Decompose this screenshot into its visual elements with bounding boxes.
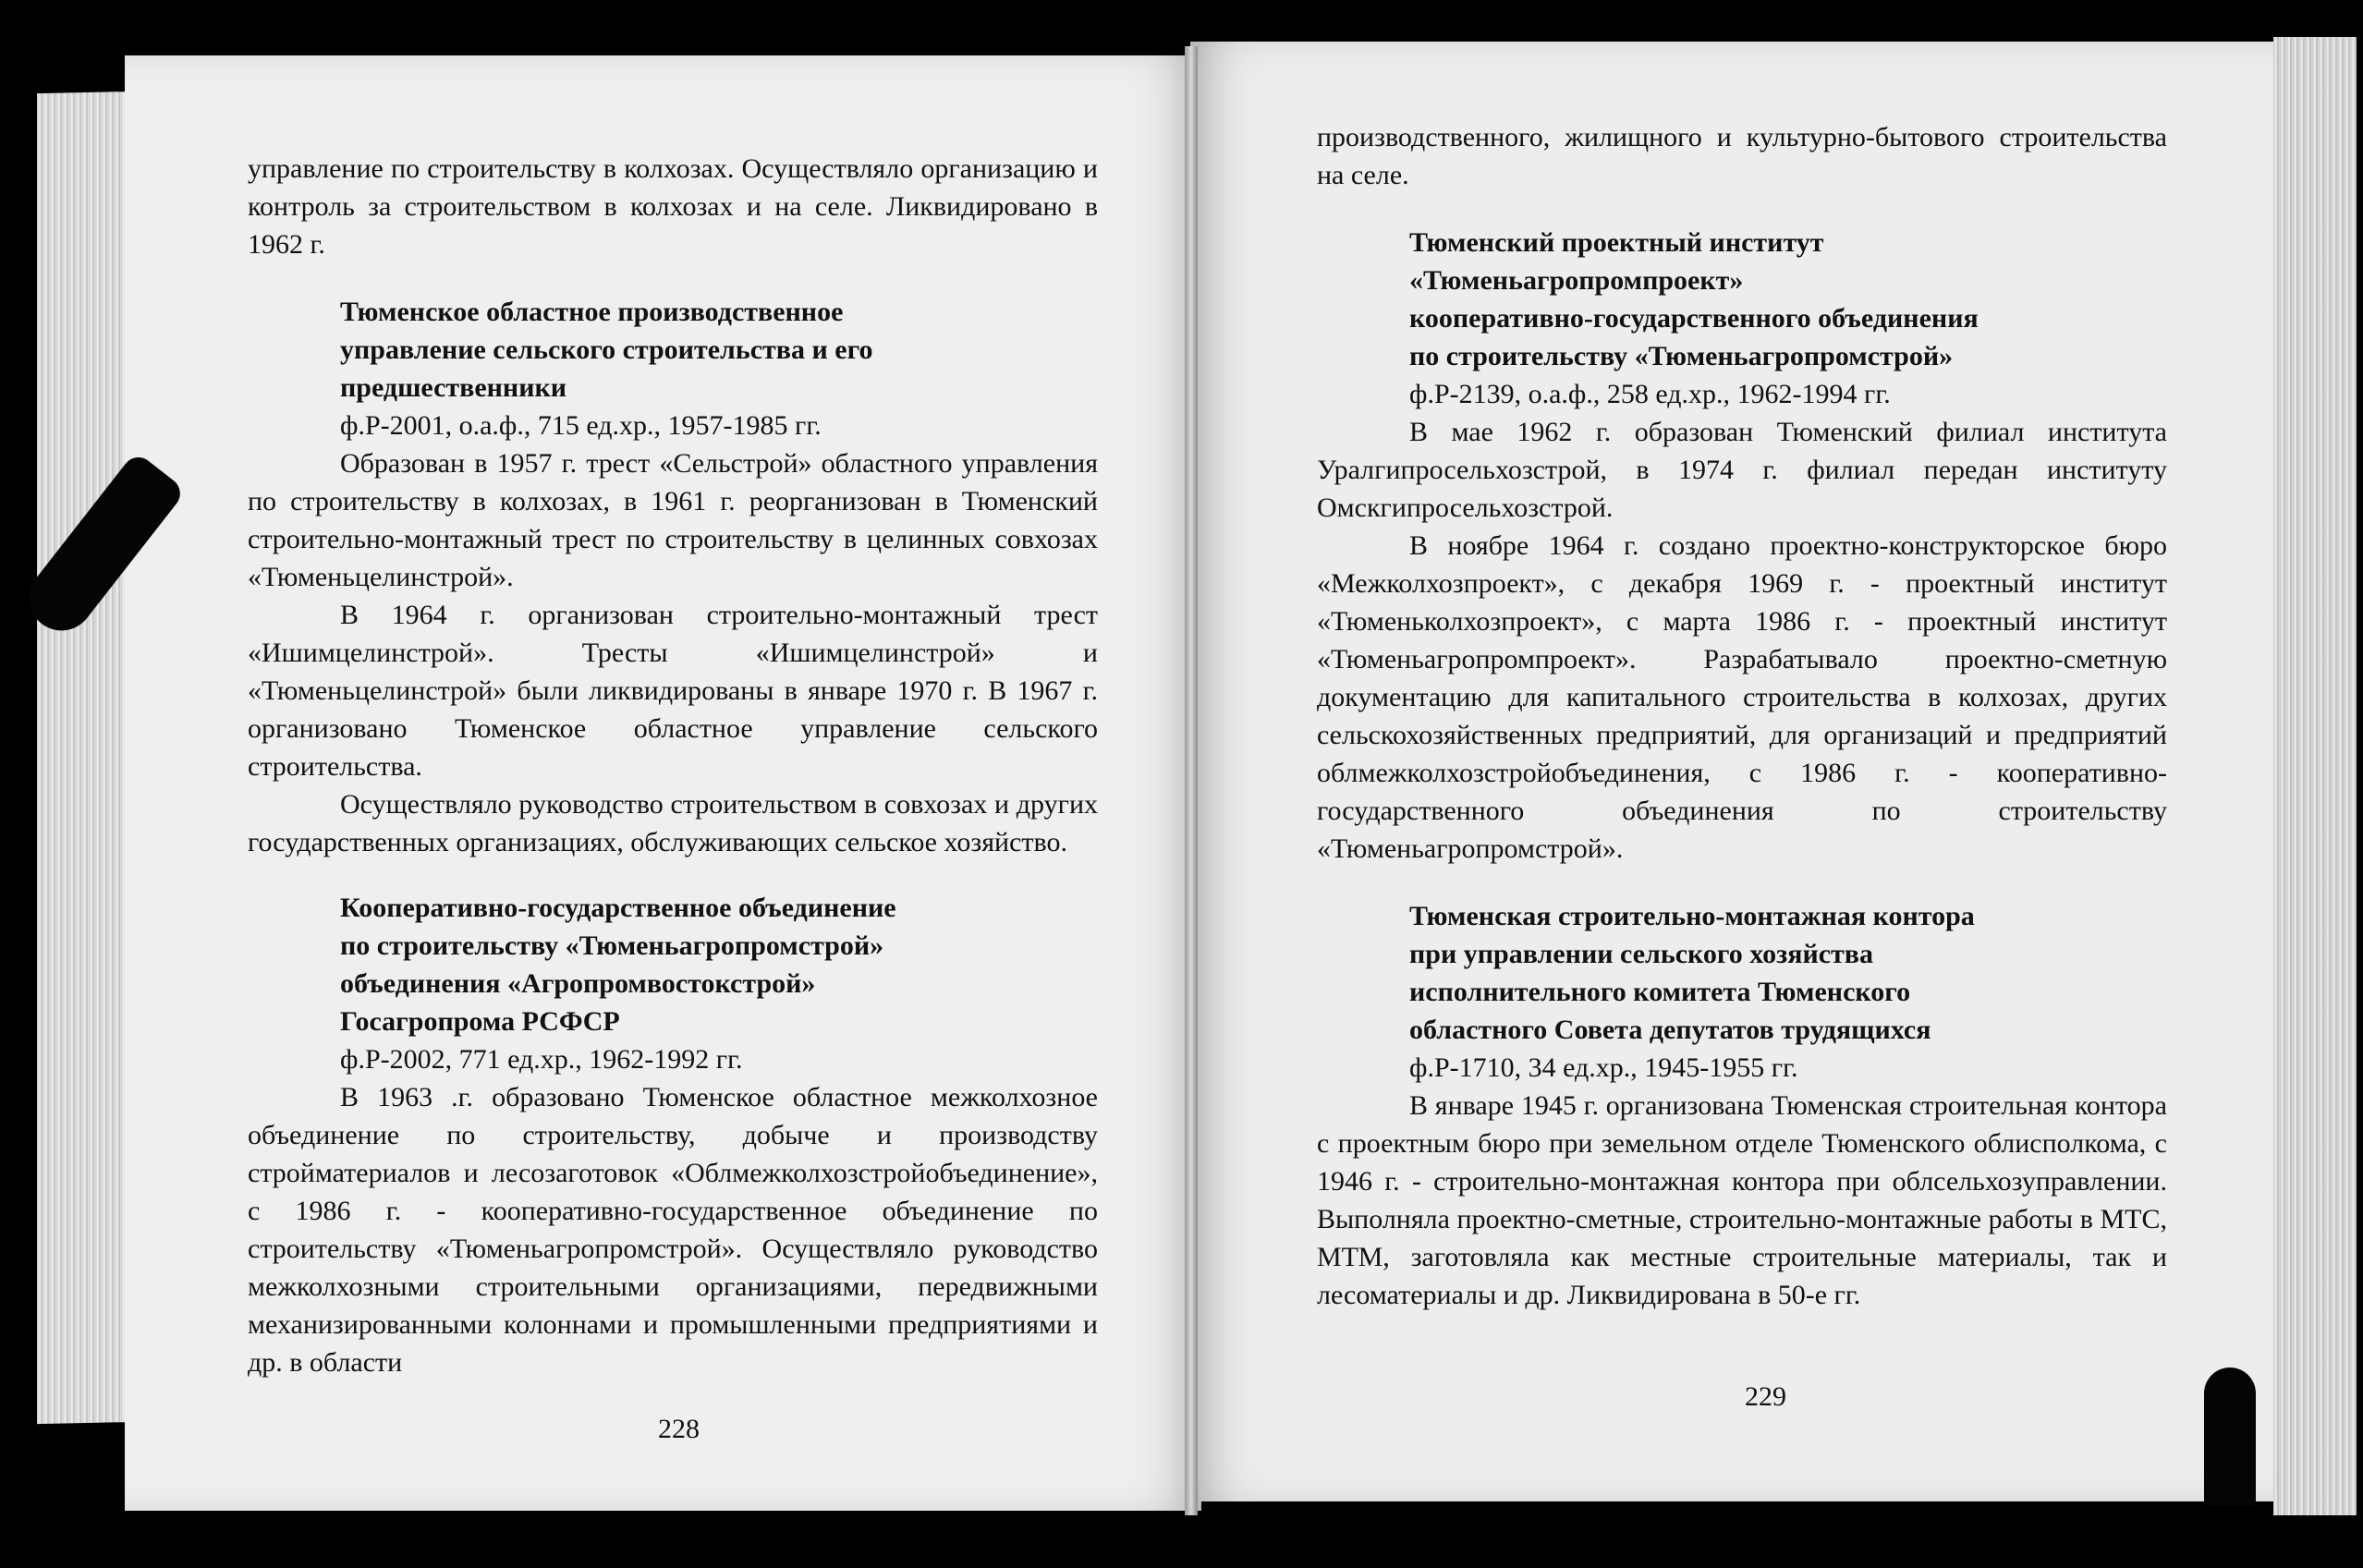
bookmark-ribbon-right [2204,1367,2256,1506]
left-section1-para-1: Образован в 1957 г. трест «Сельстрой» областного управления по строительству в колхозах, в 1961 г. реорганизован в Тюменский строительно-монтажный трест по строительству в целинных совхозах «Тюменьцелинстрой». [248,448,1098,592]
left-section1-heading-2: управление сельского строительства и его [340,334,873,365]
left-section2-heading-3: объединения «Агропромвостокстрой» [340,968,816,999]
left-page-number: 228 [658,1414,700,1444]
book-gutter [1185,46,1198,1515]
right-section2-heading-4: областного Совета депутатов трудящихся [1409,1015,1931,1045]
right-section1-heading-3: кооперативно-государственного объединения [1409,303,1979,334]
left-section1-para-2: В 1964 г. организован строительно-монтажный трест «Ишимцелинстрой». Тресты «Ишимцелинстрой» и «Тюменьцелинстрой» были ликвидированы в январе 1970 г. В 1967 г. организовано Тюменское областное управление сельского строительства. [248,600,1098,782]
right-page-number: 229 [1745,1381,1786,1412]
left-section2-heading-4: Госагропрома РСФСР [340,1006,620,1037]
right-section2-para: В январе 1945 г. организована Тюменская строительная контора с проектным бюро при земельном отделе Тюменского облисполкома, с 1946 г. - строительно-монтажная контора при облсельхозуправлении. Выполняла проектно-сметные, строительно-монтажные работы в МТС, МТМ, заготовляла как местные строительные материалы, так и лесоматериалы и др. Ликвидирована в 50-е гг. [1317,1090,2167,1310]
left-section1-heading-1: Тюменское областное производственное [340,297,844,327]
left-intro: управление по строительству в колхозах. Осуществляло организацию и контроль за строительством в колхозах и на селе. Ликвидировано в 1962 г. [248,153,1098,260]
left-section1-para-3: Осуществляло руководство строительством в совхозах и других государственных организациях, обслуживающих сельское хозяйство. [248,789,1098,857]
left-section2-heading-2: по строительству «Тюменьагропромстрой» [340,930,884,961]
right-section1-ref: ф.Р-2139, о.а.ф., 258 ед.хр., 1962-1994 гг. [1409,379,1891,409]
right-page-edges [2273,37,2357,1515]
left-section2-heading-1: Кооперативно-государственное объединение [340,893,896,923]
left-page-edges [37,91,139,1424]
right-section1-heading-2: «Тюменьагропромпроект» [1409,265,1744,296]
left-section2-ref: ф.Р-2002, 771 ед.хр., 1962-1992 гг. [340,1044,743,1075]
right-section1-heading-4: по строительству «Тюменьагропромстрой» [1409,341,1954,371]
right-section1-para-2: В ноябре 1964 г. создано проектно-конструкторское бюро «Межколхозпроект», с декабря 1969 г. - проектный институт «Тюменьколхозпроект», с марта 1986 г. - проектный институт «Тюменьагропромпроект». Разрабатывало проектно-сметную документацию для капитального строительства в колхозах, других сельскохозяйственных предприятий, для организаций и предприятий облмежколхозстройобъединения, с 1986 г. - кооперативно-государственного объединения по строительству «Тюменьагропромстрой». [1317,530,2167,864]
right-section2-ref: ф.Р-1710, 34 ед.хр., 1945-1955 гг. [1409,1052,1798,1083]
right-section2-heading-3: исполнительного комитета Тюменского [1409,977,1911,1007]
right-page-text [1317,118,2167,1314]
right-section2-heading-2: при управлении сельского хозяйства [1409,939,1873,969]
left-page-text [248,150,1098,1381]
left-section1-ref: ф.Р-2001, о.а.ф., 715 ед.хр., 1957-1985 гг. [340,410,822,441]
right-intro: производственного, жилищного и культурно-бытового строительства на селе. [1317,122,2167,190]
left-section1-heading-3: предшественники [340,372,567,403]
left-section2-para: В 1963 .г. образовано Тюменское областное межколхозное объединение по строительству, добыче и производству стройматериалов и лесозаготовок «Облмежколхозстройобъединение», с 1986 г. - кооперативно-государственное объединение по строительству «Тюменьагропромстрой». Осуществляло руководство межколхозными строительными организациями, передвижными механизированными колоннами и промышленными предприятиями и др. в области [248,1082,1098,1378]
right-section1-para-1: В мае 1962 г. образован Тюменский филиал института Уралгипросельхозстрой, в 1974 г. филиал передан институту Омскгипросельхозстрой. [1317,417,2167,523]
right-section1-heading-1: Тюменский проектный институт [1409,227,1824,258]
right-section2-heading-1: Тюменская строительно-монтажная контора [1409,901,1975,931]
